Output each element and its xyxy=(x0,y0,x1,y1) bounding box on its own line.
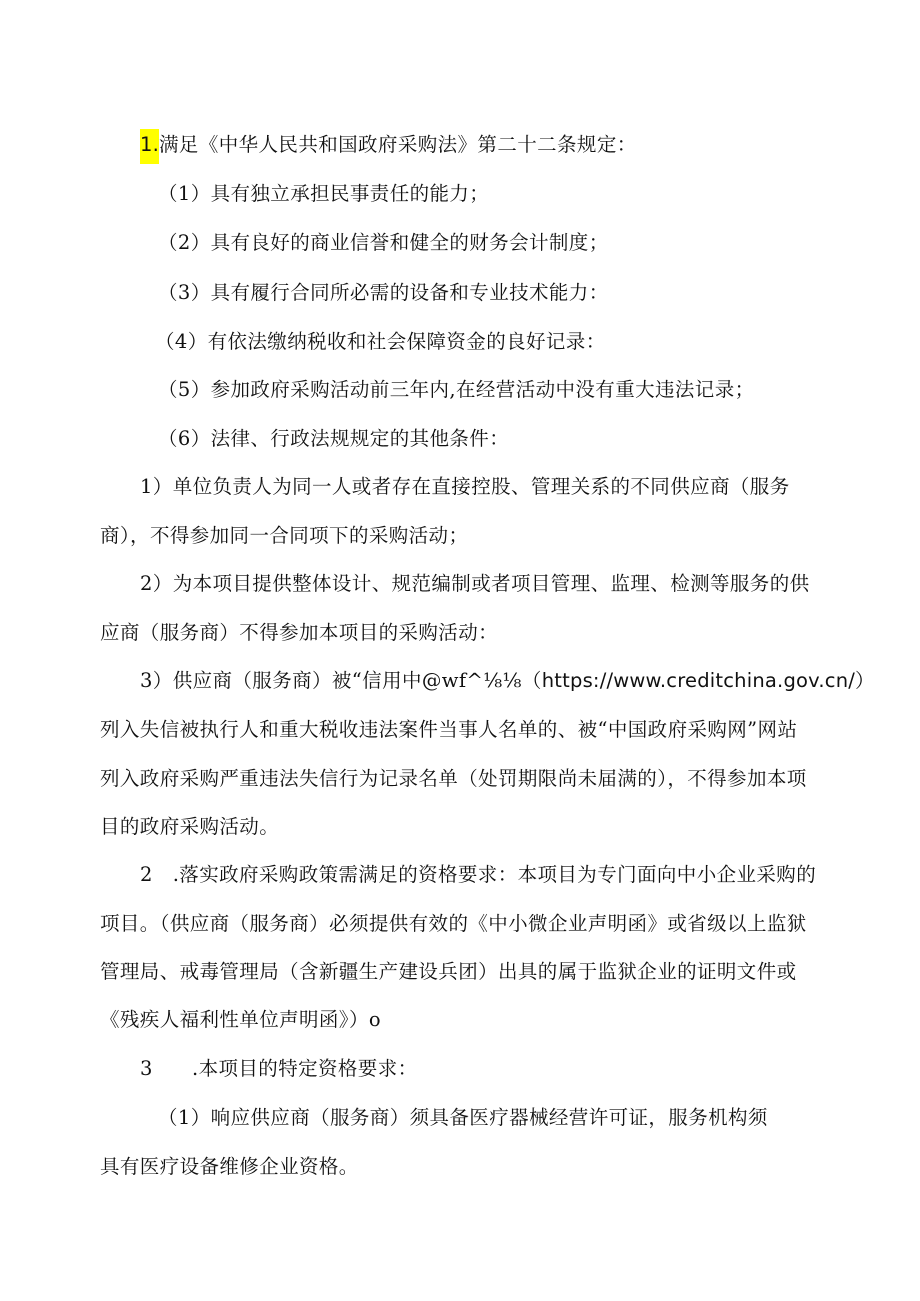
sub3-prefix: 3）供应商（服务商）被“信用中@wf^⅛⅛（ xyxy=(140,669,542,692)
section1-heading: 满足《中华人民共和国政府采购法》第二十二条规定： xyxy=(159,133,637,156)
sub3-line-4: 目的政府采购活动。 xyxy=(100,815,280,838)
sub2-line-2: 应商（服务商）不得参加本项目的采购活动： xyxy=(100,621,499,644)
section1-item-6: （6）法律、行政法规规定的其他条件： xyxy=(158,427,510,450)
section1-item-5: （5）参加政府采购活动前三年内,在经营活动中没有重大违法记录； xyxy=(158,378,755,401)
section2-line-4: 《残疾人福利性单位声明函》）o xyxy=(100,1008,381,1031)
sub2-line-1: 2）为本项目提供整体设计、规范编制或者项目管理、监理、检测等服务的供 xyxy=(140,572,810,595)
section1-item-2: （2）具有良好的商业信誉和健全的财务会计制度； xyxy=(158,231,609,254)
section1-item-3: （3）具有履行合同所必需的设备和专业技术能力： xyxy=(158,281,609,304)
section2-line-2: 项目。（供应商（服务商）必须提供有效的《中小微企业声明函》或省级以上监狱 xyxy=(100,912,807,935)
section3-number: 3 xyxy=(140,1057,153,1080)
section1-item-4: （4）有依法缴纳税收和社会保障资金的良好记录： xyxy=(155,330,606,353)
section2-line-1: 2 .落实政府采购政策需满足的资格要求：本项目为专门面向中小企业采购的 xyxy=(140,863,817,886)
sub3-line-2: 列入失信被执行人和重大税收违法案件当事人名单的、被“中国政府采购网”网站 xyxy=(100,718,798,741)
section2-line-3: 管理局、戒毒管理局（含新疆生产建设兵团）出具的属于监狱企业的证明文件或 xyxy=(100,960,797,983)
section1-heading-line xyxy=(140,131,637,159)
sub1-line-2: 商），不得参加同一合同项下的采购活动； xyxy=(100,524,469,547)
sub3-suffix: ） xyxy=(855,669,875,692)
section1-number-highlight: 1. xyxy=(140,129,159,164)
creditchina-url-link[interactable]: https://www.creditchina.gov.cn/ xyxy=(541,669,856,692)
sub1-line-1: 1）单位负责人为同一人或者存在直接控股、管理关系的不同供应商（服务 xyxy=(140,475,790,498)
section3-item-1: （1）响应供应商（服务商）须具备医疗器械经营许可证，服务机构须 xyxy=(158,1106,768,1129)
sub3-line-3: 列入政府采购严重违法失信行为记录名单（处罚期限尚未届满的），不得参加本项 xyxy=(100,767,807,790)
section3-heading: .本项目的特定资格要求： xyxy=(192,1057,418,1080)
section1-item-1: （1）具有独立承担民事责任的能力； xyxy=(158,182,490,205)
section3-item-1-cont: 具有医疗设备维修企业资格。 xyxy=(100,1155,359,1178)
sub3-line-1 xyxy=(140,667,875,695)
